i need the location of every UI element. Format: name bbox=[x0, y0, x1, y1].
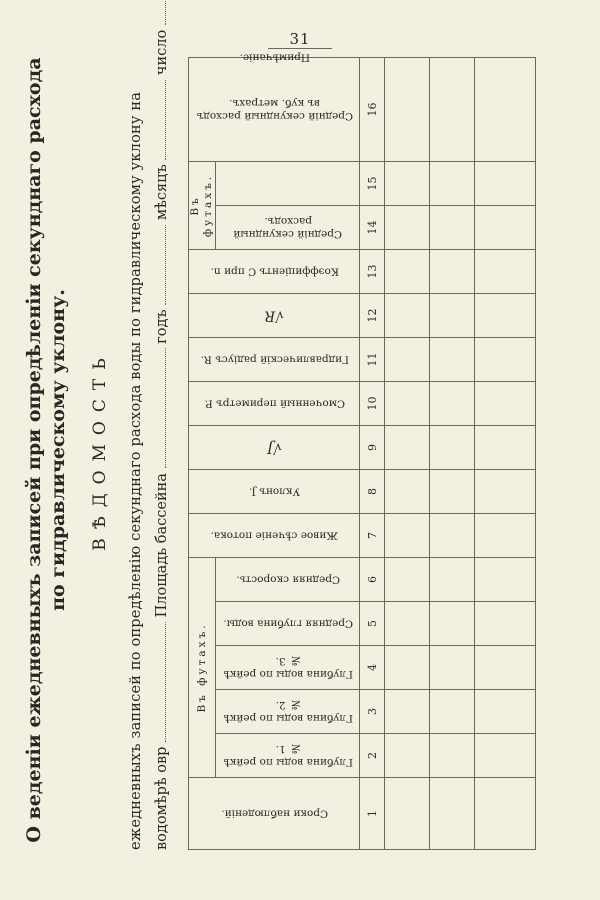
table-cell[interactable] bbox=[430, 337, 475, 381]
gauge-blank[interactable] bbox=[153, 622, 166, 742]
col-number-5: 5 bbox=[360, 602, 385, 646]
table-cell[interactable] bbox=[385, 778, 430, 850]
table-cell[interactable] bbox=[475, 469, 536, 513]
table-cell[interactable] bbox=[385, 293, 430, 337]
table-cell[interactable] bbox=[385, 602, 430, 646]
col-header-1: Сроки наблюденій. bbox=[189, 778, 360, 850]
table-cell[interactable] bbox=[475, 646, 536, 690]
table-cell[interactable] bbox=[430, 602, 475, 646]
group-feet-header-2: Въ футахъ. bbox=[189, 161, 216, 249]
col-header-8 bbox=[189, 425, 360, 469]
table-cell[interactable] bbox=[385, 646, 430, 690]
table-row bbox=[475, 57, 536, 849]
table-cell[interactable] bbox=[385, 734, 430, 778]
gauge-label: водомѣрѣ овр bbox=[154, 746, 170, 850]
sqrt-j-label: √J bbox=[266, 439, 282, 456]
observation-table: Сроки наблюденій. Въ футахъ. Живое сѣченіе потока. Уклонъ J. √J Смоченный периметръ P. Гидравлическій радіусъ R. √R Коэффиціентъ C при n. Въ футахъ. Средній секундный расходъ въ куб. метрахъ. Примѣчаніе. Глубина воды по рейкѣ № 1. Глубина воды по рейкѣ № 2. Глубина воды по рейкѣ № 3. Средняя глубина воды. Средняя скорость. Средній секундный расходъ. 1 2 3 4 5 6 7 8 9 10 11 12 13 14 15 16 bbox=[188, 57, 536, 850]
year-label: годъ bbox=[154, 309, 170, 344]
col-header-14: Средній секундный расходъ. bbox=[216, 205, 360, 249]
col-number-1: 1 bbox=[360, 778, 385, 850]
table-cell[interactable] bbox=[385, 557, 430, 601]
col-header-13: Средняя скорость. bbox=[216, 557, 360, 601]
col-number-16: 16 bbox=[360, 57, 385, 161]
table-cell[interactable] bbox=[475, 205, 536, 249]
table-cell[interactable] bbox=[430, 734, 475, 778]
table-cell[interactable] bbox=[385, 249, 430, 293]
col-header-2: Глубина воды по рейкѣ № 1. bbox=[216, 734, 360, 778]
col-number-9: 9 bbox=[360, 425, 385, 469]
table-cell[interactable] bbox=[385, 513, 430, 557]
table-cell[interactable] bbox=[475, 513, 536, 557]
table-cell[interactable] bbox=[430, 249, 475, 293]
month-label: мѣсяцъ bbox=[154, 164, 170, 221]
table-cell[interactable] bbox=[430, 293, 475, 337]
col-number-2: 2 bbox=[360, 734, 385, 778]
table-cell[interactable] bbox=[430, 690, 475, 734]
col-header-6: Живое сѣченіе потока. bbox=[189, 513, 360, 557]
table-cell[interactable] bbox=[385, 690, 430, 734]
table-cell[interactable] bbox=[430, 469, 475, 513]
table-cell[interactable] bbox=[385, 469, 430, 513]
table-cell[interactable] bbox=[385, 337, 430, 381]
table-cell[interactable] bbox=[475, 293, 536, 337]
col-number-15: 15 bbox=[360, 161, 385, 205]
table-cell[interactable] bbox=[475, 557, 536, 601]
col-header-15: Средній секундный расходъ въ куб. метрахъ. bbox=[189, 57, 360, 161]
table-row bbox=[385, 57, 430, 849]
title-line-1: О веденіи ежедневныхъ записей при опредѣленіи секунднаго расхода bbox=[23, 57, 45, 843]
day-blank[interactable] bbox=[153, 0, 166, 25]
col-header-3: Глубина воды по рейкѣ № 2. bbox=[216, 690, 360, 734]
col-number-3: 3 bbox=[360, 690, 385, 734]
form-heading: ВѢДОМОСТЬ bbox=[90, 349, 110, 551]
col-number-14: 14 bbox=[360, 205, 385, 249]
subtitle-line-2 bbox=[153, 20, 170, 850]
col-header-12: Коэффиціентъ C при n. bbox=[189, 249, 360, 293]
sqrt-r-label: √R bbox=[264, 307, 284, 324]
table-cell[interactable] bbox=[430, 425, 475, 469]
col-header-5: Средняя глубина воды. bbox=[216, 602, 360, 646]
table-cell[interactable] bbox=[385, 425, 430, 469]
rotated-form bbox=[0, 30, 600, 870]
table-cell[interactable] bbox=[475, 57, 536, 161]
title-line-2: по гидравлическому уклону. bbox=[47, 289, 69, 611]
col-number-4: 4 bbox=[360, 646, 385, 690]
table-cell[interactable] bbox=[475, 602, 536, 646]
year-blank[interactable] bbox=[153, 225, 166, 305]
table-cell[interactable] bbox=[475, 161, 536, 205]
table-cell[interactable] bbox=[430, 557, 475, 601]
col-number-11: 11 bbox=[360, 337, 385, 381]
page-number: 31 bbox=[289, 30, 311, 48]
col-number-10: 10 bbox=[360, 381, 385, 425]
table-cell[interactable] bbox=[475, 249, 536, 293]
table-cell[interactable] bbox=[430, 205, 475, 249]
col-number-8: 8 bbox=[360, 469, 385, 513]
table-cell[interactable] bbox=[430, 778, 475, 850]
group-feet-header: Въ футахъ. bbox=[189, 557, 216, 777]
basin-blank[interactable] bbox=[153, 348, 166, 468]
table-cell[interactable] bbox=[475, 690, 536, 734]
col-header-9: Смоченный периметръ P. bbox=[189, 381, 360, 425]
col-header-4: Глубина воды по рейкѣ № 3. bbox=[216, 646, 360, 690]
table-cell[interactable] bbox=[430, 57, 475, 161]
col-number-12: 12 bbox=[360, 293, 385, 337]
table-cell[interactable] bbox=[385, 205, 430, 249]
table-cell[interactable] bbox=[475, 778, 536, 850]
subtitle-line-1: ежедневныхъ записей по опредѣленію секунднаго расхода воды по гидравлическому уклону на bbox=[128, 91, 144, 850]
col-number-6: 6 bbox=[360, 557, 385, 601]
observation-table-wrap bbox=[188, 51, 600, 850]
table-cell[interactable] bbox=[475, 425, 536, 469]
table-cell[interactable] bbox=[385, 381, 430, 425]
day-label: число bbox=[154, 29, 170, 76]
table-cell[interactable] bbox=[475, 337, 536, 381]
table-row bbox=[430, 57, 475, 849]
col-header-11 bbox=[189, 293, 360, 337]
col-number-13: 13 bbox=[360, 249, 385, 293]
table-cell[interactable] bbox=[385, 57, 430, 161]
col-header-7: Уклонъ J. bbox=[189, 469, 360, 513]
table-cell[interactable] bbox=[385, 161, 430, 205]
table-cell[interactable] bbox=[430, 161, 475, 205]
document-title bbox=[0, 30, 69, 870]
table-cell[interactable] bbox=[430, 381, 475, 425]
basin-label: Площадь бассейна bbox=[154, 473, 170, 618]
table-cell[interactable] bbox=[430, 513, 475, 557]
table-cell[interactable] bbox=[475, 381, 536, 425]
table-cell[interactable] bbox=[430, 646, 475, 690]
table-cell[interactable] bbox=[475, 734, 536, 778]
col-header-10: Гидравлическій радіусъ R. bbox=[189, 337, 360, 381]
month-blank[interactable] bbox=[153, 80, 166, 160]
col-number-7: 7 bbox=[360, 513, 385, 557]
